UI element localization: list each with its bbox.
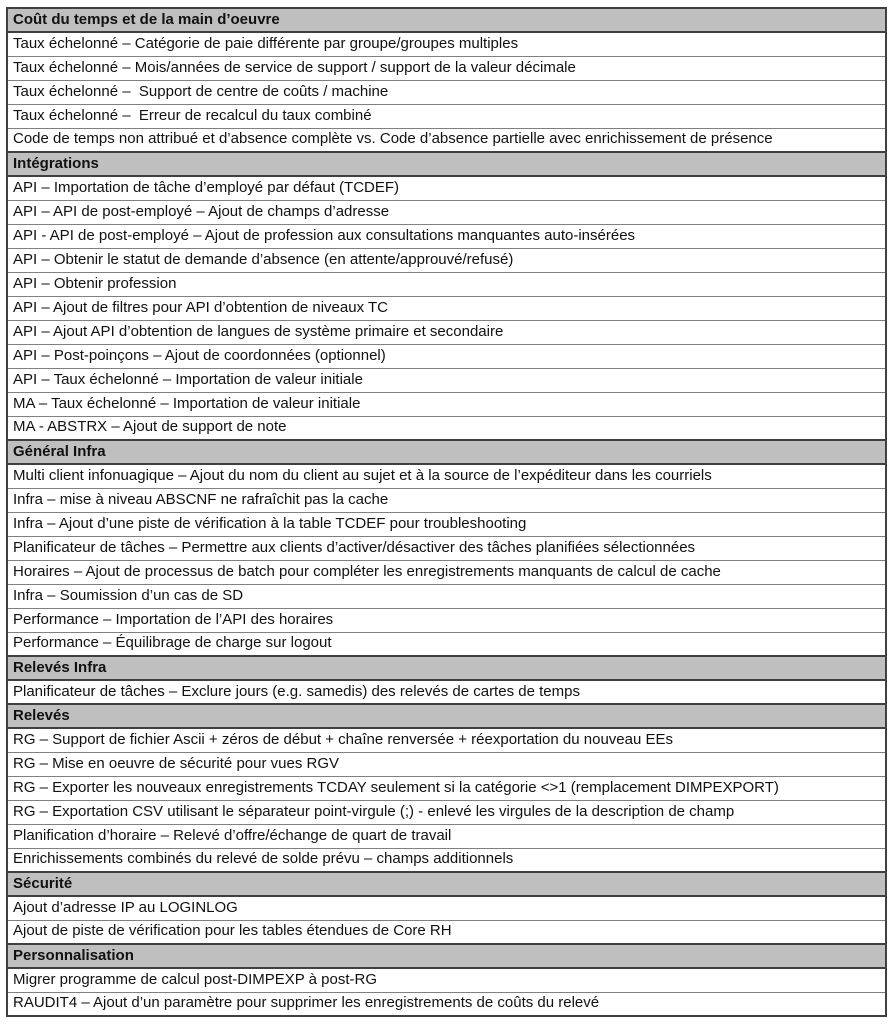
table-row (7, 296, 886, 320)
table-cell: RG – Mise en oeuvre de sécurité pour vues RGV (7, 752, 886, 776)
table-row (7, 320, 886, 344)
section-header: Sécurité (7, 872, 886, 896)
table-cell: RG – Support de fichier Ascii + zéros de début + chaîne renversée + réexportation du nouveau EEs (7, 728, 886, 752)
table-cell: API – Taux échelonné – Importation de valeur initiale (7, 368, 886, 392)
section-header: Coût du temps et de la main d’oeuvre (7, 8, 886, 32)
table-cell: API – Ajout de filtres pour API d’obtention de niveaux TC (7, 296, 886, 320)
section-header-row (7, 8, 886, 32)
table-row (7, 464, 886, 488)
table-row (7, 488, 886, 512)
table-cell: RG – Exportation CSV utilisant le séparateur point-virgule (;) - enlevé les virgules de la description de champ (7, 800, 886, 824)
table-cell: Taux échelonné – Mois/années de service de support / support de la valeur décimale (7, 56, 886, 80)
table-row (7, 224, 886, 248)
table-row (7, 272, 886, 296)
table-cell: Performance – Équilibrage de charge sur logout (7, 632, 886, 656)
table-row (7, 800, 886, 824)
table-row (7, 536, 886, 560)
table-cell: Multi client infonuagique – Ajout du nom du client au sujet et à la source de l’expéditeur dans les courriels (7, 464, 886, 488)
table-cell: RG – Exporter les nouveaux enregistrements TCDAY seulement si la catégorie <>1 (remplacement DIMPEXPORT) (7, 776, 886, 800)
table-cell: API – API de post-employé – Ajout de champs d’adresse (7, 200, 886, 224)
table-cell: Infra – mise à niveau ABSCNF ne rafraîchit pas la cache (7, 488, 886, 512)
table-cell: API – Importation de tâche d’employé par défaut (TCDEF) (7, 176, 886, 200)
section-header: Relevés Infra (7, 656, 886, 680)
table-cell: Ajout de piste de vérification pour les tables étendues de Core RH (7, 920, 886, 944)
table-row (7, 680, 886, 704)
table-cell: RAUDIT4 – Ajout d’un paramètre pour supprimer les enregistrements de coûts du relevé (7, 992, 886, 1016)
table-cell: Ajout d’adresse IP au LOGINLOG (7, 896, 886, 920)
table-cell: API - API de post-employé – Ajout de profession aux consultations manquantes auto-insérées (7, 224, 886, 248)
table-cell: API – Obtenir profession (7, 272, 886, 296)
table-cell: Taux échelonné – Erreur de recalcul du taux combiné (7, 104, 886, 128)
table-row (7, 344, 886, 368)
table-row (7, 848, 886, 872)
table-cell: Planificateur de tâches – Exclure jours (e.g. samedis) des relevés de cartes de temps (7, 680, 886, 704)
table-row (7, 632, 886, 656)
table-row (7, 584, 886, 608)
table-cell: API – Obtenir le statut de demande d’absence (en attente/approuvé/refusé) (7, 248, 886, 272)
table-cell: API – Ajout API d’obtention de langues de système primaire et secondaire (7, 320, 886, 344)
table-cell: MA – Taux échelonné – Importation de valeur initiale (7, 392, 886, 416)
table-cell: Horaires – Ajout de processus de batch pour compléter les enregistrements manquants de calcul de cache (7, 560, 886, 584)
table-row (7, 80, 886, 104)
table-row (7, 176, 886, 200)
table-row (7, 896, 886, 920)
table-row (7, 392, 886, 416)
table-row (7, 824, 886, 848)
section-header: Général Infra (7, 440, 886, 464)
section-header: Intégrations (7, 152, 886, 176)
table-row (7, 560, 886, 584)
table-row (7, 992, 886, 1016)
section-header-row (7, 152, 886, 176)
table-row (7, 416, 886, 440)
section-header-row (7, 704, 886, 728)
table-row (7, 368, 886, 392)
table-row (7, 968, 886, 992)
table-row (7, 728, 886, 752)
section-header-row (7, 872, 886, 896)
table-cell: Performance – Importation de l’API des horaires (7, 608, 886, 632)
table-row (7, 608, 886, 632)
table-cell: Taux échelonné – Support de centre de coûts / machine (7, 80, 886, 104)
table-row (7, 248, 886, 272)
table-cell: Planificateur de tâches – Permettre aux clients d’activer/désactiver des tâches planifiées sélectionnées (7, 536, 886, 560)
table-cell: API – Post-poinçons – Ajout de coordonnées (optionnel) (7, 344, 886, 368)
section-header: Relevés (7, 704, 886, 728)
table-cell: Enrichissements combinés du relevé de solde prévu – champs additionnels (7, 848, 886, 872)
section-header-row (7, 944, 886, 968)
table-cell: Infra – Soumission d’un cas de SD (7, 584, 886, 608)
table-cell: Code de temps non attribué et d’absence complète vs. Code d’absence partielle avec enrichissement de présence (7, 128, 886, 152)
table-cell: MA - ABSTRX – Ajout de support de note (7, 416, 886, 440)
release-notes-table (6, 7, 887, 1017)
table-row (7, 56, 886, 80)
section-header: Personnalisation (7, 944, 886, 968)
table-row (7, 104, 886, 128)
section-header-row (7, 440, 886, 464)
table-row (7, 512, 886, 536)
release-notes-table-body (7, 8, 886, 1016)
table-row (7, 776, 886, 800)
section-header-row (7, 656, 886, 680)
table-cell: Taux échelonné – Catégorie de paie différente par groupe/groupes multiples (7, 32, 886, 56)
table-row (7, 752, 886, 776)
table-row (7, 920, 886, 944)
table-row (7, 32, 886, 56)
table-row (7, 128, 886, 152)
table-cell: Planification d’horaire – Relevé d’offre/échange de quart de travail (7, 824, 886, 848)
table-row (7, 200, 886, 224)
table-cell: Infra – Ajout d’une piste de vérification à la table TCDEF pour troubleshooting (7, 512, 886, 536)
table-cell: Migrer programme de calcul post-DIMPEXP à post-RG (7, 968, 886, 992)
